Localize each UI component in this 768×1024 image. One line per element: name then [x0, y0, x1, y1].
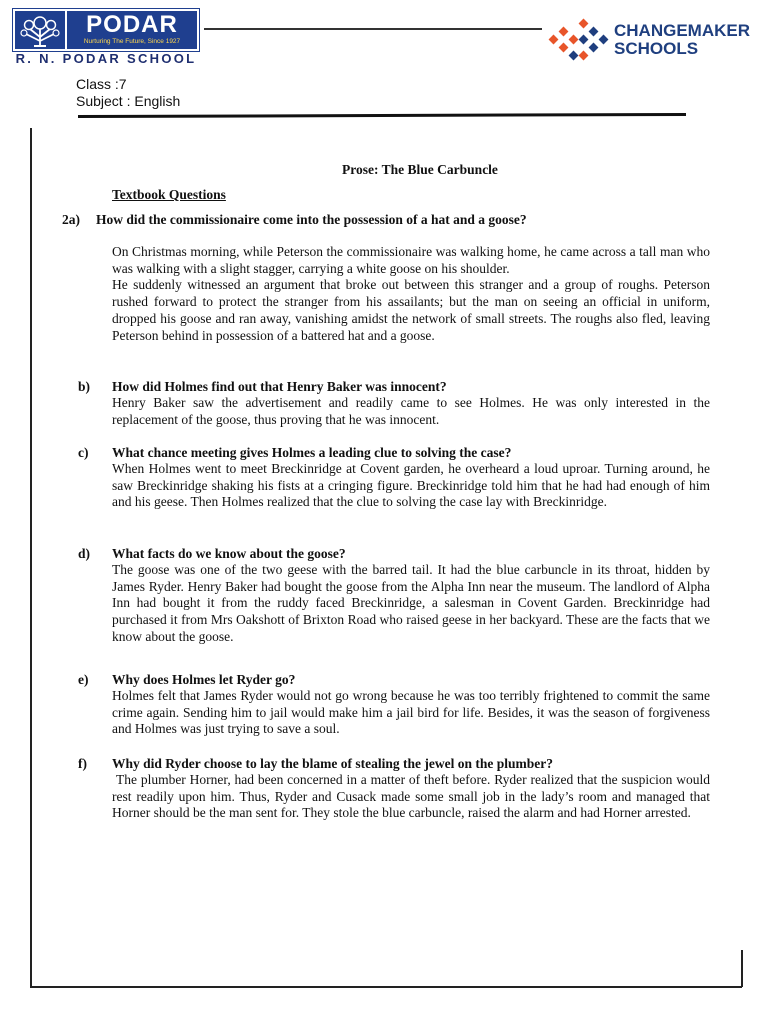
question-b: How did Holmes find out that Henry Baker was innocent?: [112, 379, 447, 394]
class-label: Class :7: [76, 76, 127, 92]
brand-tagline: Nurturing The Future, Since 1927: [83, 38, 181, 45]
question-label-b: b): [78, 379, 91, 394]
changemaker-logo-icon: [546, 18, 616, 66]
answer-f: The plumber Horner, had been concerned in a matter of theft before. Ryder realized that the suspicion would rest readily upon him. Thus, Ryder and Cusack made some small job in the lady’s room and managed that Horner should be the man sent for. They stole the blue carbuncle, raised the alarm and had Horner arrested.: [112, 772, 710, 821]
question-f: Why did Ryder choose to lay the blame of stealing the jewel on the plumber?: [112, 756, 554, 771]
answer-2a: [112, 244, 710, 344]
answer-b: Henry Baker saw the advertisement and readily came to see Holmes. He was only interested in the replacement of the goose, thus proving that he was innocent.: [112, 395, 710, 427]
answer-2a-paragraph-2: He suddenly witnessed an argument that broke out between this stranger and a group of roughs. Peterson rushed forward to protect the stranger from his assailants; but the man on seeing an official in uniform, dropped his goose and ran away, vanishing amidst the network of small streets. The roughs also fled, leaving Peterson behind in possession of a battered hat and a goose.: [112, 277, 710, 343]
brand-panel: [67, 11, 197, 49]
question-label-e: e): [78, 672, 89, 687]
subject-label: Subject : English: [76, 93, 181, 109]
answer-2a-paragraph-1: On Christmas morning, while Peterson the commissionaire was walking home, he came across a tall man who was walking with a slight stagger, carrying a white goose on his shoulder.: [112, 244, 710, 276]
page-frame-right: [741, 950, 743, 987]
page-frame-bottom: [30, 986, 742, 988]
changemaker-line1: CHANGEMAKER: [614, 21, 750, 40]
question-label-2a: 2a): [62, 212, 80, 227]
question-label-d: d): [78, 546, 91, 561]
question-d: What facts do we know about the goose?: [112, 546, 346, 561]
question-2a: How did the commissionaire come into the possession of a hat and a goose?: [96, 212, 527, 227]
podar-logo: [12, 8, 200, 64]
changemaker-line2: SCHOOLS: [614, 39, 699, 58]
header-divider: [204, 28, 542, 30]
answer-d: The goose was one of the two geese with the barred tail. It had the blue carbuncle in its throat, hidden by James Ryder. Henry Baker had bought the goose from the Alpha Inn near the museum. The landlord of Alpha Inn had bought it from the ruddy faced Breckinridge, a salesman in Covent Garden. Breckinridge had purchased it from Mrs Oakshott of Brixton Road who raised geese in her backyard. These are the facts that we know about the goose.: [112, 562, 710, 644]
section-heading: Textbook Questions: [112, 187, 226, 202]
question-e: Why does Holmes let Ryder go?: [112, 672, 296, 687]
answer-e: Holmes felt that James Ryder would not go wrong because he was too terribly frightened to commit the same crime again. Sending him to jail would make him a jail bird for life. Besides, it was the season of forgiveness and Holmes was just trying to save a soul.: [112, 688, 710, 737]
tree-icon: [15, 11, 65, 49]
brand-name: PODAR: [86, 11, 178, 38]
school-name: R. N. PODAR SCHOOL: [15, 51, 197, 66]
changemaker-wordmark: [614, 22, 750, 58]
page-frame-left: [30, 128, 32, 988]
question-c: What chance meeting gives Holmes a leading clue to solving the case?: [112, 445, 512, 460]
podar-logo-frame: [12, 8, 200, 52]
meta-divider: [78, 113, 686, 118]
question-label-f: f): [78, 756, 87, 771]
document-title: Prose: The Blue Carbuncle: [342, 162, 498, 177]
question-label-c: c): [78, 445, 89, 460]
answer-c: When Holmes went to meet Breckinridge at Covent garden, he overheard a loud uproar. Turning around, he saw Breckinridge shaking his fists at a cringing figure. Breckinridge told him that he had had enough of him and his geese. Then Holmes realized that the clue to solving the case lay with Breckinridge.: [112, 461, 710, 510]
